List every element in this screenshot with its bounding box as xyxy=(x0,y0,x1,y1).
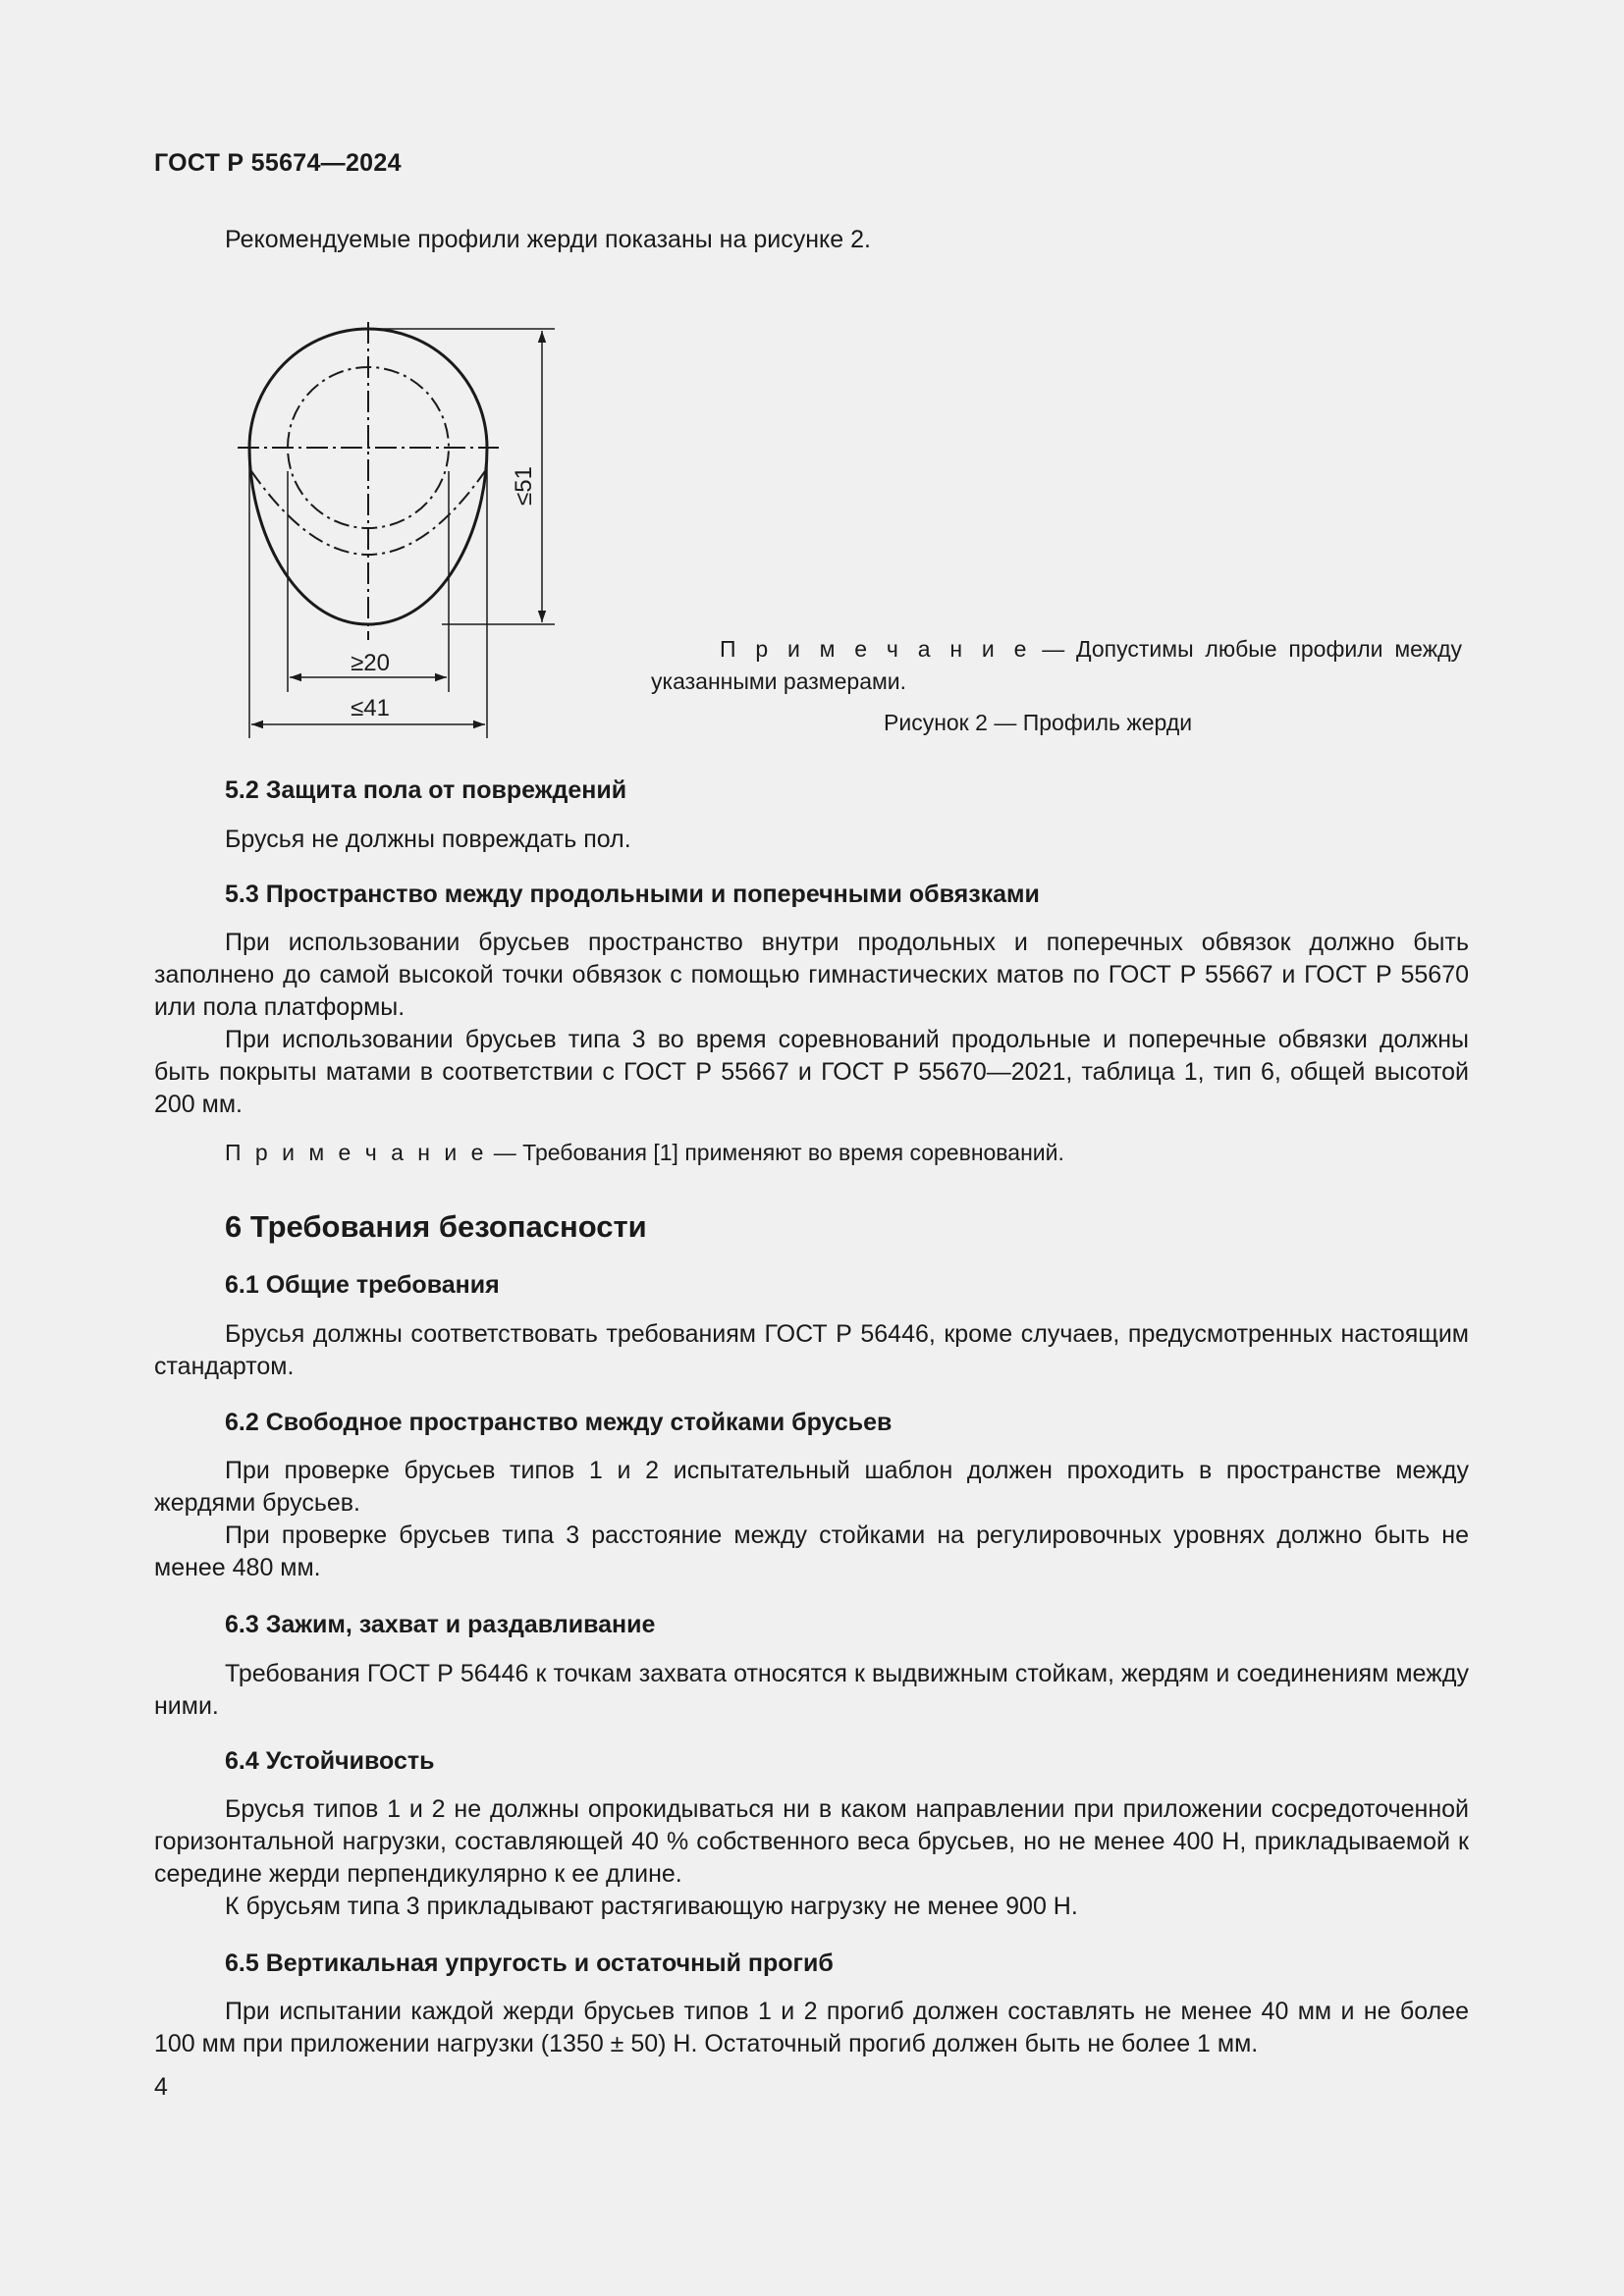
height-dimension-label: ≤51 xyxy=(511,466,537,506)
section-6-heading: 6 Требования безопасности xyxy=(225,1209,647,1244)
section-6-1-heading: 6.1 Общие требования xyxy=(225,1271,500,1299)
intro-paragraph: Рекомендуемые профили жерди показаны на рисунке 2. xyxy=(225,226,871,253)
section-6-1-paragraph: Брусья должны соответствовать требованиям ГОСТ Р 56446, кроме случаев, предусмотренных настоящим стандартом. xyxy=(154,1320,1469,1380)
section-6-2-heading: 6.2 Свободное пространство между стойками брусьев xyxy=(225,1409,893,1436)
document-code: ГОСТ Р 55674—2024 xyxy=(154,149,402,177)
section-6-5-paragraph: При испытании каждой жерди брусьев типов 1 и 2 прогиб должен составлять не менее 40 мм и не более 100 мм при приложении нагрузки (1350 ± 50) Н. Остаточный прогиб должен быть не более 1 мм. xyxy=(154,1998,1469,2057)
section-5-2-text: Брусья не должны повреждать пол. xyxy=(225,826,631,853)
figure-caption: Рисунок 2 — Профиль жерди xyxy=(884,710,1193,735)
section-5-3-paragraph-1: При использовании брусьев пространство внутри продольных и поперечных обвязок должно быть заполнено до самой высокой точки обвязок с помощью гимнастических матов по ГОСТ Р 55667 и ГОСТ Р 55670 или пола платформы. xyxy=(154,929,1469,1021)
section-5-3-note: П р и м е ч а н и е — Требования [1] применяют во время соревнований. xyxy=(225,1140,1064,1165)
outer-width-label: ≤41 xyxy=(351,695,390,721)
section-6-2-paragraph-2: При проверке брусьев типа 3 расстояние между стойками на регулировочных уровнях должно быть не менее 480 мм. xyxy=(154,1522,1469,1581)
inner-width-label: ≥20 xyxy=(351,650,390,676)
figure-note: П р и м е ч а н и е — Допустимы любые профили между указанными размерами. xyxy=(651,636,1462,694)
section-6-4-paragraph-2: К брусьям типа 3 прикладывают растягивающую нагрузку не менее 900 Н. xyxy=(225,1893,1078,1920)
section-6-2-paragraph-1: При проверке брусьев типов 1 и 2 испытательный шаблон должен проходить в пространстве между жердями брусьев. xyxy=(154,1457,1469,1517)
page-number: 4 xyxy=(154,2073,168,2101)
section-5-2-heading: 5.2 Защита пола от повреждений xyxy=(225,776,627,804)
section-5-3-heading: 5.3 Пространство между продольными и поперечными обвязками xyxy=(225,881,1040,908)
section-6-3-paragraph: Требования ГОСТ Р 56446 к точкам захвата относятся к выдвижным стойкам, жердям и соединениям между ними. xyxy=(154,1660,1469,1720)
section-6-4-heading: 6.4 Устойчивость xyxy=(225,1747,435,1775)
bar-profile-figure xyxy=(226,314,560,746)
section-6-3-heading: 6.3 Зажим, захват и раздавливание xyxy=(225,1611,656,1638)
section-6-4-paragraph-1: Брусья типов 1 и 2 не должны опрокидываться ни в каком направлении при приложении сосредоточенной горизонтальной нагрузки, составляющей 40 % собственного веса брусьев, но не менее 400 Н, прикладываемой к середине жерди перпендикулярно к ее длине. xyxy=(154,1795,1469,1888)
section-5-3-paragraph-2: При использовании брусьев типа 3 во время соревнований продольные и поперечные обвязки должны быть покрыты матами в соответствии с ГОСТ Р 55667 и ГОСТ Р 55670—2021, таблица 1, тип 6, общей высотой 200 мм. xyxy=(154,1026,1469,1118)
section-6-5-heading: 6.5 Вертикальная упругость и остаточный прогиб xyxy=(225,1949,834,1977)
